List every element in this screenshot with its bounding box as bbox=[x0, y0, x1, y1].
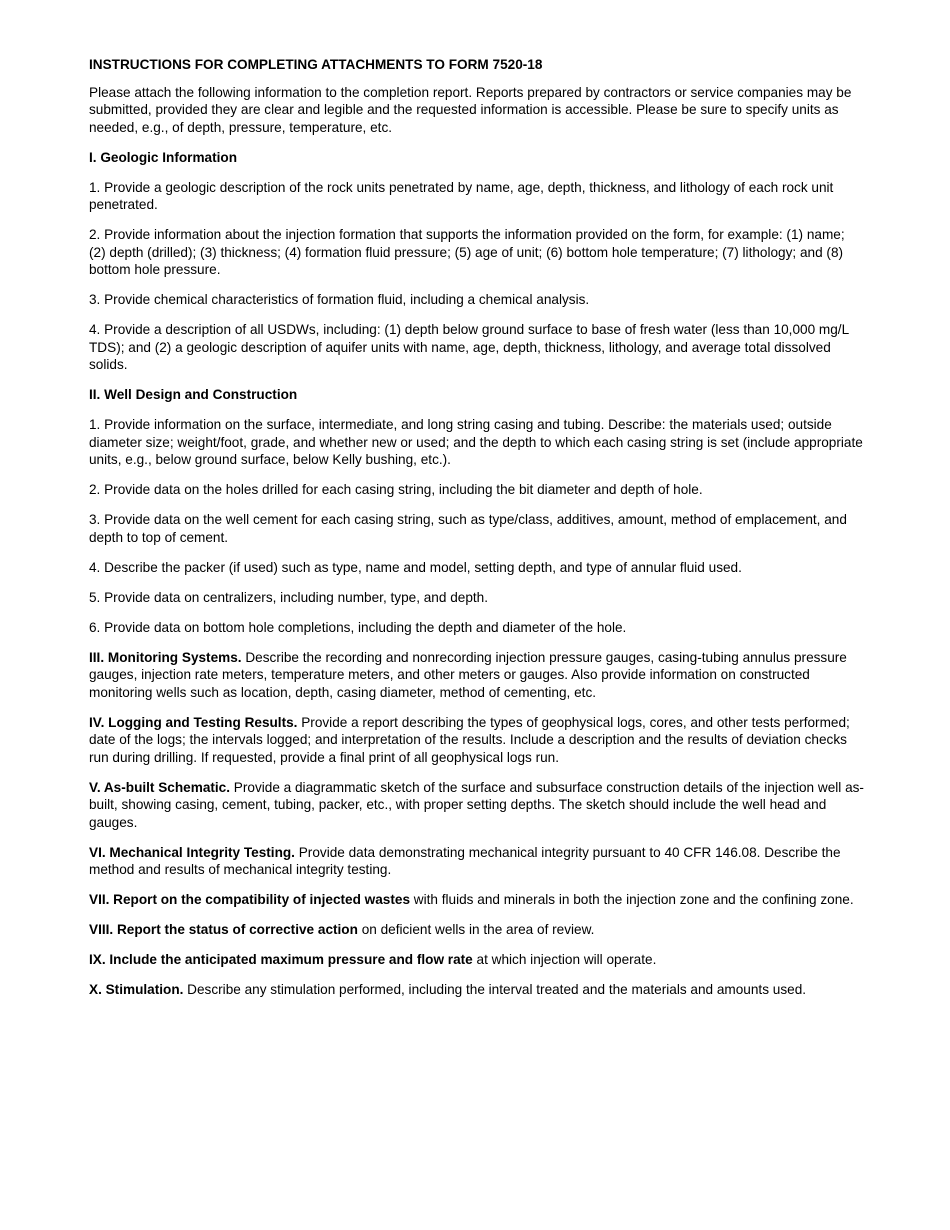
document-page bbox=[89, 56, 864, 1011]
well-design-item-4: 4. Describe the packer (if used) such as type, name and model, setting depth, and type of annular fluid used. bbox=[89, 559, 742, 575]
well-design-item-1: 1. Provide information on the surface, intermediate, and long string casing and tubing. Describe: the materials used; outside diameter size; weight/foot, grade, and whether new or used; and the depth to which each casing string is set (include appropriate units, e.g., below ground surface, below Kelly bushing, etc.). bbox=[89, 417, 863, 467]
section-as-built-schematic bbox=[89, 779, 864, 832]
well-design-item-6: 6. Provide data on bottom hole completions, including the depth and diameter of the hole. bbox=[89, 619, 627, 635]
mechanical-integrity-text: Provide data demonstrating mechanical integrity pursuant to 40 CFR 146.08. Describe the method and results of mechanical integrity testing. bbox=[89, 844, 841, 877]
geologic-item-4: 4. Provide a description of all USDWs, including: (1) depth below ground surface to base of fresh water (less than 10,000 mg/L TDS); and (2) a geologic description of aquifer units with name, age, depth, thickness, lithology, and average total dissolved solids. bbox=[89, 322, 849, 372]
monitoring-systems-text: Describe the recording and nonrecording injection pressure gauges, casing-tubing annulus pressure gauges, injection rate meters, temperature meters, and other meters or gauges. Also provide information on constructed monitoring wells such as location, depth, casing diameter, method of cementing, etc. bbox=[89, 649, 847, 700]
section-well-design-heading: II. Well Design and Construction bbox=[89, 387, 298, 402]
max-pressure-text: at which injection will operate. bbox=[472, 952, 657, 967]
compatibility-report-text: with fluids and minerals in both the injection zone and the confining zone. bbox=[410, 892, 854, 907]
section-compatibility-report bbox=[89, 891, 864, 909]
max-pressure-lead: IX. Include the anticipated maximum pressure and flow rate bbox=[89, 952, 473, 967]
document-title: INSTRUCTIONS FOR COMPLETING ATTACHMENTS TO FORM 7520-18 bbox=[89, 57, 543, 72]
section-stimulation bbox=[89, 981, 864, 999]
mechanical-integrity-lead: VI. Mechanical Integrity Testing. bbox=[89, 844, 295, 860]
section-geologic-heading: I. Geologic Information bbox=[89, 149, 238, 165]
well-design-item-5: 5. Provide data on centralizers, including number, type, and depth. bbox=[89, 589, 488, 605]
well-design-item-3: 3. Provide data on the well cement for each casing string, such as type/class, additives, amount, method of emplacement, and depth to top of cement. bbox=[89, 512, 847, 545]
monitoring-systems-lead: III. Monitoring Systems. bbox=[89, 649, 242, 665]
compatibility-report-lead: VII. Report on the compatibility of injected wastes bbox=[89, 892, 411, 907]
section-monitoring-systems bbox=[89, 649, 864, 702]
geologic-item-3: 3. Provide chemical characteristics of formation fluid, including a chemical analysis. bbox=[89, 292, 590, 307]
section-max-pressure bbox=[89, 951, 864, 969]
section-corrective-action bbox=[89, 921, 864, 939]
well-design-item-2: 2. Provide data on the holes drilled for each casing string, including the bit diameter and depth of hole. bbox=[89, 482, 703, 497]
corrective-action-lead: VIII. Report the status of corrective action bbox=[89, 922, 358, 937]
as-built-schematic-lead: V. As-built Schematic. bbox=[89, 779, 231, 795]
geologic-item-2: 2. Provide information about the injection formation that supports the information provided on the form, for example: (1) name; (2) depth (drilled); (3) thickness; (4) formation fluid pressure; (5) age of unit; (6) bottom hole temperature; (7) lithology; and (8) bottom hole pressure. bbox=[89, 227, 845, 277]
logging-testing-lead: IV. Logging and Testing Results. bbox=[89, 714, 298, 730]
stimulation-lead: X. Stimulation. bbox=[89, 982, 184, 997]
intro-paragraph: Please attach the following information to the completion report. Reports prepared by contractors or service companies may be submitted, provided they are clear and legible and the requested information is accessible. Please be sure to specify units as needed, e.g., of depth, pressure, temperature, etc. bbox=[89, 84, 852, 135]
corrective-action-text: on deficient wells in the area of review. bbox=[357, 922, 595, 937]
logging-testing-text: Provide a report describing the types of geophysical logs, cores, and other tests performed; date of the logs; the intervals logged; and interpretation of the results. Include a description and the results of deviation checks run during drilling. If requested, provide a final print of all geophysical logs run. bbox=[89, 714, 850, 765]
geologic-item-1: 1. Provide a geologic description of the rock units penetrated by name, age, depth, thickness, and lithology of each rock unit penetrated. bbox=[89, 179, 834, 212]
stimulation-text: Describe any stimulation performed, including the interval treated and the materials and amounts used. bbox=[183, 982, 807, 997]
as-built-schematic-text: Provide a diagrammatic sketch of the surface and subsurface construction details of the injection well as-built, showing casing, cement, tubing, packer, etc., with proper setting depths. The sketch should include the well head and gauges. bbox=[89, 779, 864, 830]
section-mechanical-integrity bbox=[89, 844, 864, 879]
section-logging-testing bbox=[89, 714, 864, 767]
